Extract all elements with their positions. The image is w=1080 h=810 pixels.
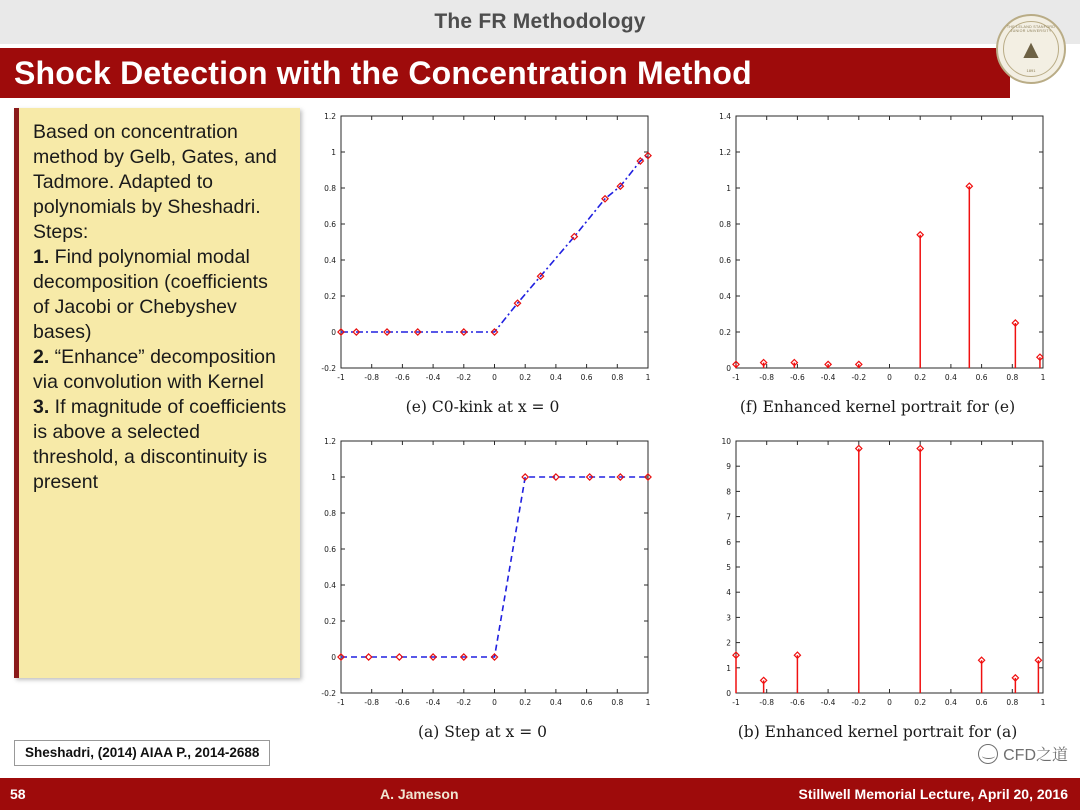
svg-text:-0.8: -0.8: [759, 373, 775, 382]
seal-inner: [1003, 21, 1059, 77]
figure-f: [700, 104, 1055, 426]
note-intro: Based on concentration method by Gelb, Gates, and Tadmore. Adapted to polynomials by Sheshadri.: [33, 121, 277, 218]
svg-text:0: 0: [726, 364, 731, 373]
slide-title-bar: [0, 48, 1010, 98]
note-box: [14, 108, 300, 678]
svg-text:0.8: 0.8: [611, 373, 624, 382]
svg-text:1: 1: [645, 373, 651, 382]
svg-text:0.8: 0.8: [611, 698, 624, 707]
svg-text:-0.4: -0.4: [820, 373, 836, 382]
svg-text:-1: -1: [732, 698, 740, 707]
chart-a-canvas: [305, 429, 660, 719]
stanford-seal-icon: [996, 14, 1066, 84]
svg-text:0.6: 0.6: [719, 256, 731, 265]
svg-text:-0.2: -0.2: [456, 698, 472, 707]
svg-text:1: 1: [645, 698, 651, 707]
svg-text:-0.2: -0.2: [851, 698, 867, 707]
svg-text:-0.8: -0.8: [364, 698, 380, 707]
svg-text:0.2: 0.2: [914, 373, 927, 382]
note-step-1: [33, 245, 288, 345]
footer-event: Stillwell Memorial Lecture, April 20, 2016: [798, 786, 1068, 802]
svg-text:0: 0: [726, 689, 731, 698]
svg-text:0: 0: [492, 373, 497, 382]
footer-bar: [0, 778, 1080, 810]
figure-e-caption: (e) C0-kink at x = 0: [405, 398, 560, 416]
svg-text:1: 1: [726, 184, 731, 193]
svg-text:-1: -1: [337, 698, 345, 707]
note-step-2-number: 2.: [33, 346, 50, 368]
svg-text:-0.6: -0.6: [395, 698, 410, 707]
svg-text:-0.4: -0.4: [425, 698, 441, 707]
section-header: [0, 0, 1080, 44]
figure-a-caption: (a) Step at x = 0: [418, 723, 547, 741]
note-step-2: [33, 345, 288, 395]
footer-author: A. Jameson: [379, 786, 459, 802]
note-step-1-number: 1.: [33, 246, 50, 268]
svg-text:0.4: 0.4: [324, 581, 336, 590]
figure-e: [305, 104, 660, 426]
figure-b-caption: (b) Enhanced kernel portrait for (a): [737, 723, 1018, 741]
svg-text:0.8: 0.8: [1006, 698, 1019, 707]
svg-text:-0.2: -0.2: [321, 364, 336, 373]
svg-text:0.6: 0.6: [324, 545, 336, 554]
svg-text:0.2: 0.2: [519, 698, 532, 707]
svg-text:1: 1: [1040, 373, 1046, 382]
svg-text:0.2: 0.2: [324, 292, 336, 301]
svg-text:0.6: 0.6: [975, 373, 988, 382]
svg-text:0.6: 0.6: [580, 698, 593, 707]
svg-text:0.6: 0.6: [324, 220, 336, 229]
svg-text:7: 7: [726, 512, 731, 522]
cfd-logo-icon: [978, 744, 998, 764]
svg-text:8: 8: [726, 487, 731, 497]
page-number: 58: [10, 786, 26, 802]
svg-text:0.4: 0.4: [324, 256, 336, 265]
watermark-text: CFD之道: [1003, 747, 1068, 764]
svg-text:5: 5: [726, 563, 731, 572]
svg-text:-0.8: -0.8: [364, 373, 380, 382]
stanford-tree-icon: ▲: [1018, 34, 1044, 64]
svg-text:1: 1: [331, 148, 336, 157]
note-step-2-text: “Enhance” decomposition via convolution with Kernel: [33, 346, 276, 393]
svg-text:1: 1: [726, 663, 731, 673]
section-header-text: The FR Methodology: [434, 10, 646, 33]
svg-text:0.4: 0.4: [549, 698, 562, 707]
figure-a: [305, 429, 660, 751]
svg-text:10: 10: [721, 437, 731, 446]
svg-text:0.2: 0.2: [719, 328, 731, 337]
chart-b-canvas: [700, 429, 1055, 719]
svg-text:-0.8: -0.8: [759, 698, 775, 707]
svg-text:2: 2: [726, 638, 731, 648]
watermark: [978, 742, 1068, 765]
svg-text:-0.4: -0.4: [820, 698, 836, 707]
svg-text:1: 1: [1040, 698, 1046, 707]
svg-text:-0.2: -0.2: [321, 689, 336, 698]
svg-text:0: 0: [331, 653, 336, 662]
note-step-3: [33, 395, 288, 495]
svg-text:0.8: 0.8: [719, 220, 731, 229]
svg-text:0: 0: [887, 698, 892, 707]
svg-text:-0.6: -0.6: [395, 373, 410, 382]
svg-text:4: 4: [726, 588, 731, 598]
svg-text:9: 9: [726, 462, 731, 472]
chart-f-canvas: [700, 104, 1055, 394]
svg-text:1.4: 1.4: [719, 112, 731, 121]
svg-text:0.8: 0.8: [324, 509, 336, 518]
svg-text:0: 0: [331, 328, 336, 337]
chart-e-canvas: [305, 104, 660, 394]
figure-b: [700, 429, 1055, 751]
note-step-3-number: 3.: [33, 396, 50, 418]
svg-text:0.2: 0.2: [324, 617, 336, 626]
svg-text:1.2: 1.2: [324, 437, 336, 446]
svg-text:0: 0: [492, 698, 497, 707]
seal-top-text: THE LELAND STANFORD JUNIOR UNIVERSITY: [1006, 25, 1056, 33]
svg-text:0.2: 0.2: [914, 698, 927, 707]
svg-text:0.4: 0.4: [549, 373, 562, 382]
svg-text:6: 6: [726, 537, 731, 547]
svg-text:3: 3: [726, 613, 731, 623]
svg-text:1.2: 1.2: [324, 112, 336, 121]
page-title: Shock Detection with the Concentration Method: [14, 54, 752, 91]
svg-text:0.8: 0.8: [1006, 373, 1019, 382]
svg-text:-1: -1: [732, 373, 740, 382]
svg-text:1: 1: [331, 473, 336, 482]
svg-text:-0.4: -0.4: [425, 373, 441, 382]
note-step-1-text: Find polynomial modal decomposition (coefficients of Jacobi or Chebyshev bases): [33, 246, 268, 343]
note-step-3-text: If magnitude of coefficients is above a selected threshold, a discontinuity is present: [33, 396, 287, 493]
svg-text:0: 0: [887, 373, 892, 382]
svg-text:-1: -1: [337, 373, 345, 382]
svg-text:-0.2: -0.2: [456, 373, 472, 382]
svg-text:0.4: 0.4: [719, 292, 731, 301]
note-steps-label: Steps:: [33, 221, 89, 243]
seal-bottom-text: 1891: [1026, 68, 1036, 73]
svg-text:0.6: 0.6: [580, 373, 593, 382]
svg-text:0.4: 0.4: [944, 373, 957, 382]
svg-text:0.8: 0.8: [324, 184, 336, 193]
citation-box: Sheshadri, (2014) AIAA P., 2014-2688: [14, 740, 270, 766]
svg-text:0.2: 0.2: [519, 373, 532, 382]
svg-text:-0.2: -0.2: [851, 373, 867, 382]
svg-text:0.6: 0.6: [975, 698, 988, 707]
figure-f-caption: (f) Enhanced kernel portrait for (e): [739, 398, 1016, 416]
svg-text:-0.6: -0.6: [790, 698, 805, 707]
svg-text:0.4: 0.4: [944, 698, 957, 707]
svg-text:-0.6: -0.6: [790, 373, 805, 382]
figure-grid: [305, 104, 1067, 754]
svg-text:1.2: 1.2: [719, 148, 731, 157]
